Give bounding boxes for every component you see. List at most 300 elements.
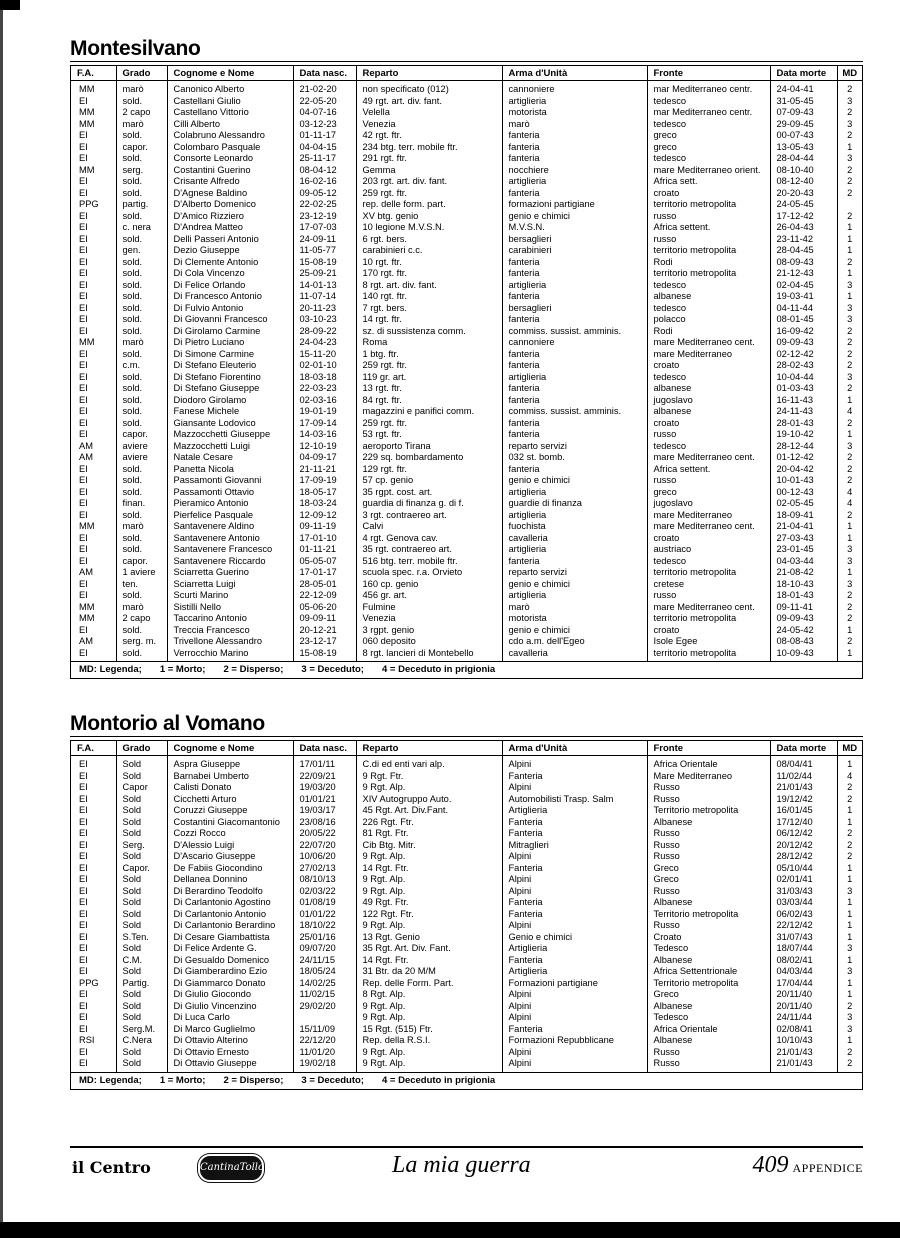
- table-cell: 291 rgt. ftr.: [356, 153, 502, 165]
- table-cell: 3: [837, 303, 862, 315]
- table-cell: 08-08-43: [770, 636, 837, 648]
- table-row: [71, 978, 862, 990]
- table-cell: sold.: [116, 406, 167, 418]
- table-cell: Albanese: [647, 817, 770, 829]
- page-number-block: [752, 1152, 863, 1179]
- table-row: [71, 909, 862, 921]
- table-cell: Sciarretta Guerino: [167, 567, 293, 579]
- table-row: [71, 989, 862, 1001]
- table-cell: 28-01-43: [770, 418, 837, 430]
- table-cell: EI: [79, 394, 88, 405]
- table-row: [71, 510, 862, 522]
- table-row: [71, 1035, 862, 1047]
- table-cell: 21-04-41: [770, 521, 837, 533]
- table-cell: 2: [837, 383, 862, 395]
- table-cell: 09-11-19: [293, 521, 356, 533]
- table-row: [71, 943, 862, 955]
- table-cell: Africa Orientale: [647, 756, 770, 771]
- table-cell: 2: [837, 794, 862, 806]
- table-cell: Capor: [116, 782, 167, 794]
- table-row: [71, 291, 862, 303]
- table-cell: Artiglieria: [502, 966, 647, 978]
- table-cell: 22/12/20: [293, 1035, 356, 1047]
- table-cell: 17/04/44: [770, 978, 837, 990]
- table-cell: Tedesco: [647, 943, 770, 955]
- table-cell: 28-12-44: [770, 441, 837, 453]
- table-cell: croato: [647, 360, 770, 372]
- table-cell: 1: [837, 920, 862, 932]
- table-cell: Crisante Alfredo: [167, 176, 293, 188]
- table-row: [71, 932, 862, 944]
- table-cell: partig.: [116, 199, 167, 211]
- table-cell: 28-02-43: [770, 360, 837, 372]
- table-cell: AM: [79, 567, 93, 577]
- table-cell: De Fabiis Giocondino: [167, 863, 293, 875]
- table-cell: Di Ottavio Ernesto: [167, 1047, 293, 1059]
- table-cell: 31/03/43: [770, 886, 837, 898]
- table-cell: cavalleria: [502, 648, 647, 662]
- table-cell: 23/08/16: [293, 817, 356, 829]
- table-cell: 25-09-21: [293, 268, 356, 280]
- table-cell: 03-10-23: [293, 314, 356, 326]
- table-cell: Dellanea Donnino: [167, 874, 293, 886]
- table-cell: 24-09-11: [293, 234, 356, 246]
- legend-item: 1 = Morto;: [159, 664, 206, 675]
- table-row: [71, 794, 862, 806]
- table-cell: c.m.: [116, 360, 167, 372]
- table-cell: rep. delle form. part.: [356, 199, 502, 211]
- table-cell: mar Mediterraneo centr.: [647, 81, 770, 96]
- table-cell: 4: [837, 498, 862, 510]
- table-cell: 04/03/44: [770, 966, 837, 978]
- table-cell: genio e chimici: [502, 579, 647, 591]
- table-cell: capor.: [116, 556, 167, 568]
- table-cell: Russo: [647, 828, 770, 840]
- table-cell: EI: [79, 348, 88, 359]
- table-cell: 08-01-45: [770, 314, 837, 326]
- table-cell: Di Carlantonio Antonio: [167, 909, 293, 921]
- table-cell: polacco: [647, 314, 770, 326]
- table-cell: scuola spec. r.a. Orvieto: [356, 567, 502, 579]
- table-cell: Di Felice Orlando: [167, 280, 293, 292]
- table-cell: Genio e chimici: [502, 932, 647, 944]
- table-cell: 18-03-24: [293, 498, 356, 510]
- table-cell: 2: [837, 349, 862, 361]
- table-cell: 2: [837, 81, 862, 96]
- table-cell: artiglieria: [502, 96, 647, 108]
- table-cell: EI: [79, 130, 88, 140]
- table-cell: Di Clemente Antonio: [167, 257, 293, 269]
- table-cell: EI: [79, 782, 88, 792]
- table-cell: territorio metropolita: [647, 648, 770, 662]
- table-cell: sold.: [116, 188, 167, 200]
- table-cell: EI: [79, 360, 88, 370]
- table-cell: 234 btg. terr. mobile ftr.: [356, 142, 502, 154]
- table-cell: mare Mediterraneo cent.: [647, 452, 770, 464]
- table-cell: 21/01/43: [770, 1058, 837, 1072]
- table-cell: Russo: [647, 840, 770, 852]
- table-cell: 8 Rgt. Alp.: [356, 989, 502, 1001]
- table-cell: 35 rgpt. cost. art.: [356, 487, 502, 499]
- table-cell: 1: [837, 989, 862, 1001]
- table-cell: Serg.M.: [116, 1024, 167, 1036]
- table-row: [71, 544, 862, 556]
- table-cell: formazioni partigiane: [502, 199, 647, 211]
- table-cell: 9 Rgt. Alp.: [356, 1047, 502, 1059]
- table-cell: EI: [79, 647, 88, 658]
- table-cell: 2: [837, 452, 862, 464]
- appendix-label: APPENDICE: [792, 1161, 863, 1175]
- table-cell: 2: [837, 602, 862, 614]
- table-cell: reparto servizi: [502, 441, 647, 453]
- table-cell: 45 Rgt. Art. Div.Fant.: [356, 805, 502, 817]
- table-cell: 09-11-41: [770, 602, 837, 614]
- table-cell: EI: [79, 498, 88, 508]
- table-cell: 08-12-40: [770, 176, 837, 188]
- title-rule: [70, 736, 863, 737]
- table-row: [71, 395, 862, 407]
- table-row: [71, 211, 862, 223]
- table-cell: EI: [79, 816, 88, 827]
- table-cell: Sistilli Nello: [167, 602, 293, 614]
- table-cell: artiglieria: [502, 487, 647, 499]
- table-cell: Santavenere Aldino: [167, 521, 293, 533]
- table-cell: tedesco: [647, 96, 770, 108]
- table-cell: 10/06/20: [293, 851, 356, 863]
- table-cell: Di Giammarco Donato: [167, 978, 293, 990]
- table-cell: 14-03-16: [293, 429, 356, 441]
- table-cell: EI: [79, 1023, 88, 1034]
- table-cell: 09/07/20: [293, 943, 356, 955]
- table-cell: marò: [116, 521, 167, 533]
- table-cell: russo: [647, 234, 770, 246]
- table-cell: Venezia: [356, 119, 502, 131]
- table-row: [71, 280, 862, 292]
- table-cell: EI: [79, 314, 88, 324]
- table-cell: Trivellone Alessandro: [167, 636, 293, 648]
- table-cell: 02/08/41: [770, 1024, 837, 1036]
- table-cell: tedesco: [647, 153, 770, 165]
- table-cell: 08-04-12: [293, 165, 356, 177]
- table-cell: 18-05-17: [293, 487, 356, 499]
- table-cell: sold.: [116, 648, 167, 662]
- table-row: [71, 636, 862, 648]
- table-cell: Sold: [116, 886, 167, 898]
- table-cell: EI: [79, 874, 88, 884]
- table-cell: nocchiere: [502, 165, 647, 177]
- table-cell: bersaglieri: [502, 234, 647, 246]
- table-cell: fanteria: [502, 130, 647, 142]
- table-cell: 29-09-45: [770, 119, 837, 131]
- table-cell: 17-09-14: [293, 418, 356, 430]
- table-cell: Delli Passeri Antonio: [167, 234, 293, 246]
- table-cell: territorio metropolita: [647, 199, 770, 211]
- table-cell: 35 Rgt. Art. Div. Fant.: [356, 943, 502, 955]
- table-cell: Aspra Giuseppe: [167, 756, 293, 771]
- table-cell: Albanese: [647, 1035, 770, 1047]
- table-cell: austriaco: [647, 544, 770, 556]
- table-cell: 2: [837, 107, 862, 119]
- table-cell: 81 Rgt. Ftr.: [356, 828, 502, 840]
- table-cell: Mitraglieri: [502, 840, 647, 852]
- table-cell: 15-11-20: [293, 349, 356, 361]
- table-cell: genio e chimici: [502, 625, 647, 637]
- table-cell: 42 rgt. ftr.: [356, 130, 502, 142]
- table-cell: 19-03-41: [770, 291, 837, 303]
- table-cell: 19/02/18: [293, 1058, 356, 1072]
- table-cell: EI: [79, 1000, 88, 1011]
- table-cell: 20-04-42: [770, 464, 837, 476]
- table-cell: 24-11-43: [770, 406, 837, 418]
- table-cell: tedesco: [647, 372, 770, 384]
- table-cell: 9 Rgt. Ftr.: [356, 771, 502, 783]
- table-cell: 11-07-14: [293, 291, 356, 303]
- table-cell: 13 Rgt. Genio: [356, 932, 502, 944]
- table-row: [71, 337, 862, 349]
- table-cell: EI: [79, 95, 88, 106]
- table-cell: mare Mediterraneo orient.: [647, 165, 770, 177]
- table-cell: 2: [837, 613, 862, 625]
- table-cell: Africa Orientale: [647, 1024, 770, 1036]
- table-cell: 1: [837, 897, 862, 909]
- table-cell: EI: [79, 279, 88, 290]
- table-cell: jugoslavo: [647, 498, 770, 510]
- table-cell: Alpini: [502, 1058, 647, 1072]
- table-cell: 2: [837, 475, 862, 487]
- table-cell: EI: [79, 509, 88, 520]
- table-cell: 04-07-16: [293, 107, 356, 119]
- table-cell: EI: [79, 931, 88, 942]
- table-cell: AM: [79, 440, 93, 451]
- legend-item: MD: Legenda;: [79, 664, 142, 675]
- table-cell: Di Giamberardino Ezio: [167, 966, 293, 978]
- scan-bottom-edge: [0, 1222, 900, 1238]
- table-cell: 05-06-20: [293, 602, 356, 614]
- table-cell: 203 rgt. art. div. fant.: [356, 176, 502, 188]
- table-cell: 28-04-44: [770, 153, 837, 165]
- table-cell: fanteria: [502, 188, 647, 200]
- table-cell: tedesco: [647, 303, 770, 315]
- table-row: [71, 521, 862, 533]
- table-cell: tedesco: [647, 556, 770, 568]
- table-cell: Treccia Francesco: [167, 625, 293, 637]
- table-cell: EI: [79, 989, 88, 999]
- records-table: [71, 741, 862, 1072]
- table-cell: motorista: [502, 107, 647, 119]
- table-cell: 14 Rgt. Ftr.: [356, 955, 502, 967]
- table-cell: Mazzocchetti Giuseppe: [167, 429, 293, 441]
- table-cell: aviere: [116, 452, 167, 464]
- table-cell: Coruzzi Giuseppe: [167, 805, 293, 817]
- table-cell: 1: [837, 567, 862, 579]
- table-cell: Diodoro Girolamo: [167, 395, 293, 407]
- table-cell: Di Luca Carlo: [167, 1012, 293, 1024]
- table-cell: Di Girolamo Carmine: [167, 326, 293, 338]
- table-cell: 08-09-43: [770, 257, 837, 269]
- table-cell: russo: [647, 590, 770, 602]
- table-cell: 2: [837, 211, 862, 223]
- table-cell: 05/10/44: [770, 863, 837, 875]
- table-row: [71, 153, 862, 165]
- table-cell: 2: [837, 636, 862, 648]
- table-cell: mar Mediterraneo centr.: [647, 107, 770, 119]
- legend-item: MD: Legenda;: [79, 1074, 142, 1086]
- table-cell: fanteria: [502, 395, 647, 407]
- table-cell: 15-08-19: [293, 648, 356, 662]
- table-cell: Di Giulio Giocondo: [167, 989, 293, 1001]
- table-cell: EI: [79, 256, 88, 267]
- table-cell: PPG: [79, 199, 99, 209]
- table-cell: Di Cesare Giambattista: [167, 932, 293, 944]
- table-cell: 08-10-40: [770, 165, 837, 177]
- table-cell: Albanese: [647, 1001, 770, 1013]
- table-cell: 18/10/22: [293, 920, 356, 932]
- table-cell: Alpini: [502, 874, 647, 886]
- table-cell: aviere: [116, 441, 167, 453]
- column-header: Grado: [116, 66, 167, 81]
- table-cell: MM: [79, 601, 95, 612]
- table-cell: albanese: [647, 383, 770, 395]
- table-cell: Sold: [116, 756, 167, 771]
- table-row: [71, 487, 862, 499]
- table-cell: 04-03-44: [770, 556, 837, 568]
- table-cell: 1: [837, 756, 862, 771]
- table-cell: 10 legione M.V.S.N.: [356, 222, 502, 234]
- table-cell: 35 rgt. contraereo art.: [356, 544, 502, 556]
- table-row: [71, 199, 862, 211]
- table-cell: 1: [837, 863, 862, 875]
- table-row: [71, 498, 862, 510]
- table-cell: 1: [837, 222, 862, 234]
- table-row: [71, 326, 862, 338]
- table-row: [71, 360, 862, 372]
- table-cell: 2: [837, 165, 862, 177]
- table-cell: 9 Rgt. Alp.: [356, 1012, 502, 1024]
- table-cell: 00-12-43: [770, 487, 837, 499]
- table-cell: Colabruno Alessandro: [167, 130, 293, 142]
- table-cell: 09-09-43: [770, 337, 837, 349]
- table-cell: 10 rgt. ftr.: [356, 257, 502, 269]
- table-cell: 259 rgt. ftr.: [356, 188, 502, 200]
- table-cell: 9 Rgt. Alp.: [356, 920, 502, 932]
- table-cell: PPG: [79, 977, 99, 988]
- table-cell: EI: [79, 532, 88, 543]
- table-cell: Canonico Alberto: [167, 81, 293, 96]
- table-cell: Fanteria: [502, 955, 647, 967]
- table-cell: 229 sq. bombardamento: [356, 452, 502, 464]
- table-row: [71, 130, 862, 142]
- section-montorio-al-vomano: [70, 712, 863, 1090]
- table-cell: 18-10-43: [770, 579, 837, 591]
- table-cell: 9 Rgt. Alp.: [356, 874, 502, 886]
- table-cell: Di Fulvio Antonio: [167, 303, 293, 315]
- table-cell: commiss. sussist. amminis.: [502, 406, 647, 418]
- table-cell: Di Marco Guglielmo: [167, 1024, 293, 1036]
- table-cell: Sold: [116, 966, 167, 978]
- table-cell: 05-05-07: [293, 556, 356, 568]
- table-cell: marò: [116, 119, 167, 131]
- table-cell: non specificato (012): [356, 81, 502, 96]
- table-cell: 1: [837, 805, 862, 817]
- table-cell: russo: [647, 475, 770, 487]
- table-cell: Greco: [647, 874, 770, 886]
- table-cell: 02/01/41: [770, 874, 837, 886]
- table-cell: tedesco: [647, 119, 770, 131]
- section-title: Montesilvano: [70, 37, 201, 60]
- table-cell: fanteria: [502, 464, 647, 476]
- table-cell: EI: [79, 1058, 88, 1068]
- table-cell: 17-01-17: [293, 567, 356, 579]
- column-header: Reparto: [356, 66, 502, 81]
- table-cell: [293, 1012, 356, 1024]
- table-row: [71, 756, 862, 771]
- table-cell: Di Berardino Teodolfo: [167, 886, 293, 898]
- table-cell: 9 Rgt. Alp.: [356, 1001, 502, 1013]
- table-cell: 9 Rgt. Alp.: [356, 886, 502, 898]
- table-cell: genio e chimici: [502, 211, 647, 223]
- table-cell: 20/12/42: [770, 840, 837, 852]
- table-cell: 01-11-21: [293, 544, 356, 556]
- records-table-frame: [70, 740, 863, 1090]
- table-cell: D'Andrea Matteo: [167, 222, 293, 234]
- table-row: [71, 556, 862, 568]
- table-cell: Russo: [647, 886, 770, 898]
- table-cell: sold.: [116, 464, 167, 476]
- table-row: [71, 782, 862, 794]
- table-cell: fanteria: [502, 142, 647, 154]
- table-cell: 22-05-20: [293, 96, 356, 108]
- table-cell: cdo a.m. dell'Egeo: [502, 636, 647, 648]
- sponsor-logo: CantinaTollo: [198, 1154, 264, 1182]
- table-cell: 4: [837, 406, 862, 418]
- table-cell: 170 rgt. ftr.: [356, 268, 502, 280]
- table-cell: 160 cp. genio: [356, 579, 502, 591]
- table-cell: Roma: [356, 337, 502, 349]
- table-cell: Alpini: [502, 886, 647, 898]
- table-cell: carabinieri: [502, 245, 647, 257]
- table-cell: 15/11/09: [293, 1024, 356, 1036]
- table-cell: EI: [79, 302, 88, 313]
- table-cell: 2: [837, 464, 862, 476]
- table-cell: tedesco: [647, 441, 770, 453]
- table-cell: Barnabei Umberto: [167, 771, 293, 783]
- table-row: [71, 383, 862, 395]
- table-cell: 04-11-44: [770, 303, 837, 315]
- table-cell: 2 capo: [116, 613, 167, 625]
- table-cell: 23-12-17: [293, 636, 356, 648]
- table-cell: Russo: [647, 782, 770, 794]
- table-cell: 21-11-21: [293, 464, 356, 476]
- table-cell: greco: [647, 487, 770, 499]
- table-cell: sold.: [116, 625, 167, 637]
- table-cell: EI: [79, 908, 88, 919]
- column-header: Reparto: [356, 741, 502, 756]
- table-cell: Artiglieria: [502, 805, 647, 817]
- table-cell: Sold: [116, 1047, 167, 1059]
- table-cell: 01/08/19: [293, 897, 356, 909]
- table-cell: Rodi: [647, 257, 770, 269]
- table-cell: XV btg. genio: [356, 211, 502, 223]
- table-cell: 7 rgt. bers.: [356, 303, 502, 315]
- table-cell: artiglieria: [502, 372, 647, 384]
- table-cell: greco: [647, 130, 770, 142]
- table-row: [71, 1012, 862, 1024]
- table-cell: 2: [837, 510, 862, 522]
- table-cell: 516 btg. terr. mobile ftr.: [356, 556, 502, 568]
- table-cell: 08/04/41: [770, 756, 837, 771]
- table-cell: Greco: [647, 863, 770, 875]
- table-cell: 22/12/42: [770, 920, 837, 932]
